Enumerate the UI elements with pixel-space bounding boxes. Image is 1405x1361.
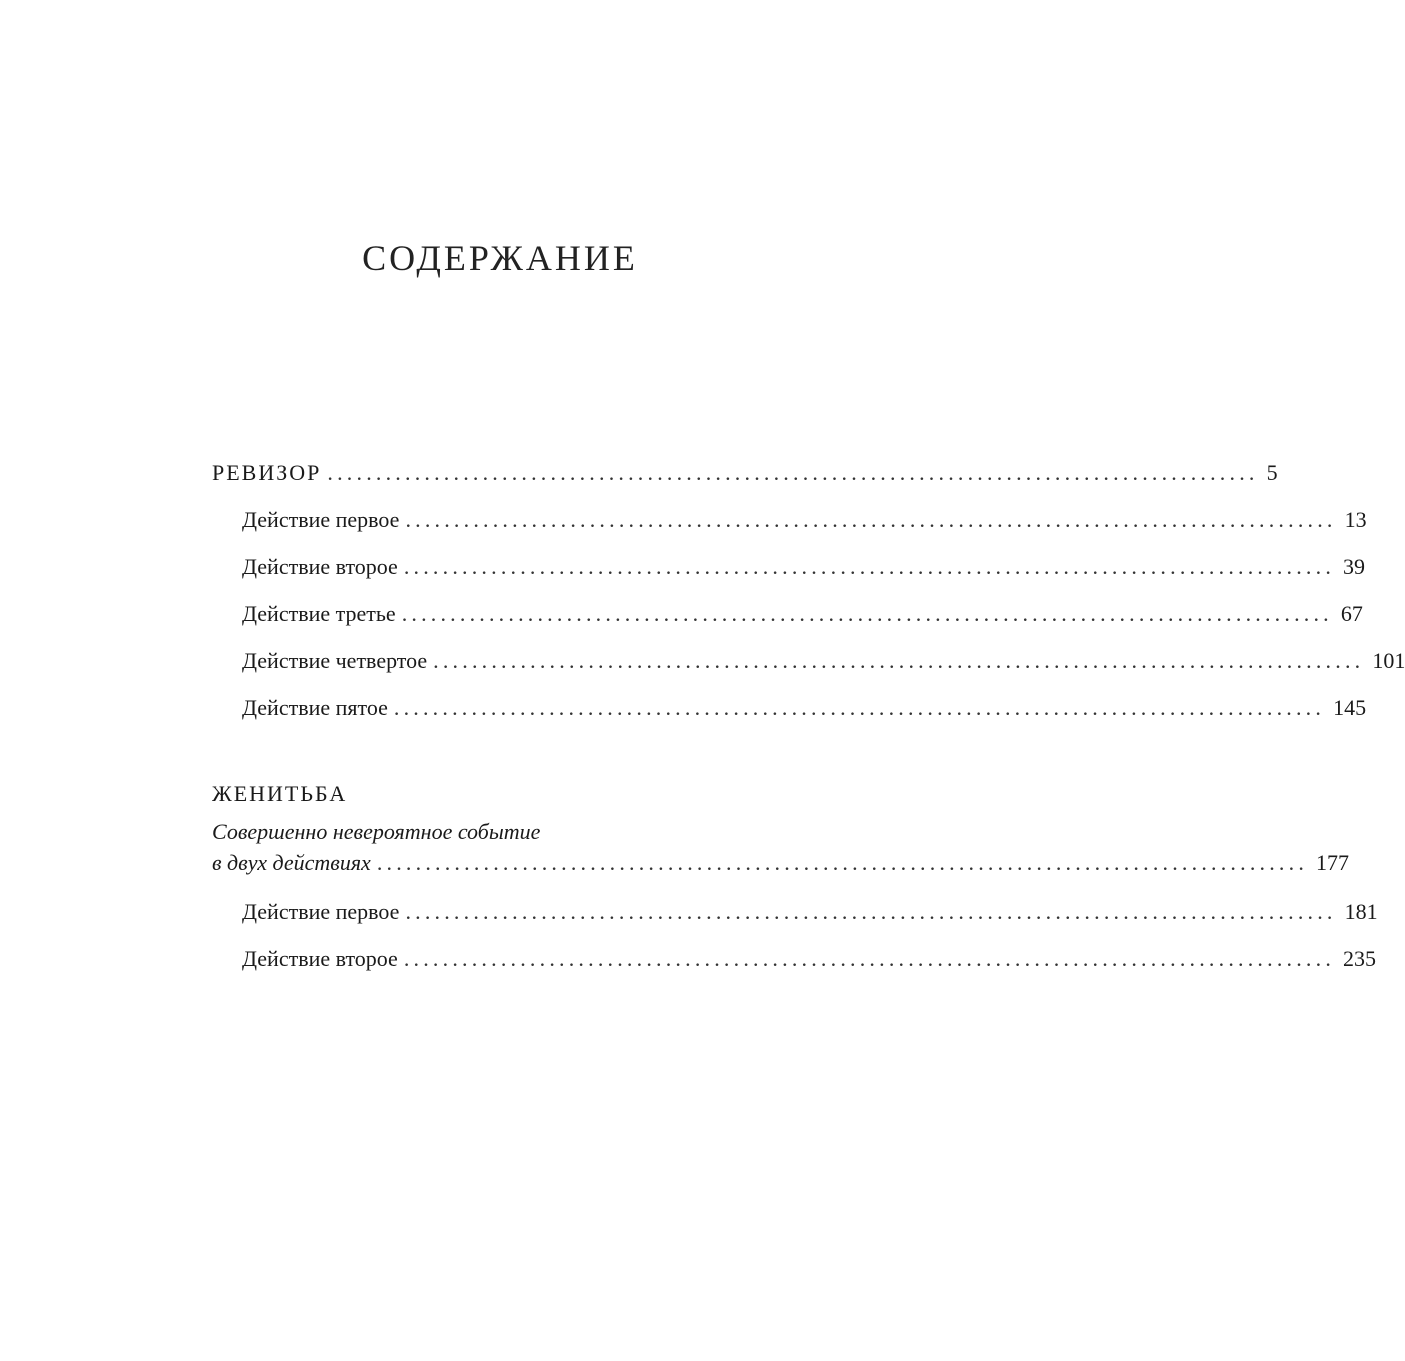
toc-entry-title: Действие первое (242, 899, 400, 924)
dot-leader: ................................................................................................ (403, 946, 1336, 971)
toc-entry-title: Действие четвертое (242, 648, 428, 673)
toc-entry-revizor-act-1[interactable] (242, 503, 1367, 537)
toc-entry-title: РЕВИЗОР (212, 460, 322, 485)
page-title: СОДЕРЖАНИЕ (362, 238, 638, 278)
toc-entry-title: Действие пятое (242, 695, 388, 720)
toc-page-number: 181 (1344, 899, 1378, 924)
toc-entry-revizor[interactable] (212, 456, 1278, 490)
toc-entry-zhenitba-act-1[interactable] (242, 895, 1378, 929)
toc-entry-revizor-act-4[interactable] (242, 644, 1405, 678)
dot-leader: ................................................................................................ (393, 695, 1326, 720)
toc-entry-zhenitba[interactable] (212, 846, 1350, 880)
toc-page-number: 177 (1316, 850, 1350, 875)
toc-page-number: 39 (1343, 554, 1366, 579)
toc-page-number: 13 (1344, 507, 1367, 532)
toc-entry-title: в двух действиях (212, 850, 371, 875)
toc-entry-title: Действие первое (242, 507, 400, 532)
toc-entry-revizor-act-2[interactable] (242, 550, 1366, 584)
toc-page-number: 67 (1340, 601, 1363, 626)
toc-section-title-zhenitba: ЖЕНИТЬБА (212, 781, 348, 806)
toc-entry-title: Действие второе (242, 946, 398, 971)
toc-entry-title: Действие третье (242, 601, 396, 626)
dot-leader: ................................................................................................ (401, 601, 1333, 626)
dot-leader: ................................................................................................ (403, 554, 1336, 579)
toc-page-number: 101 (1372, 648, 1405, 673)
dot-leader: ................................................................................................ (433, 648, 1365, 673)
toc-section-subtitle: Совершенно невероятное событие (212, 819, 541, 844)
toc-entry-zhenitba-act-2[interactable] (242, 942, 1377, 976)
toc-entry-title: Действие второе (242, 554, 398, 579)
toc-page-number: 235 (1343, 946, 1377, 971)
dot-leader: ................................................................................................ (405, 899, 1337, 924)
toc-entry-revizor-act-5[interactable] (242, 691, 1367, 725)
toc-page-number: 5 (1266, 460, 1278, 485)
toc-page-number: 145 (1333, 695, 1367, 720)
dot-leader: ................................................................................................ (405, 507, 1337, 532)
toc-entry-revizor-act-3[interactable] (242, 597, 1363, 631)
dot-leader: ................................................................................................ (327, 460, 1259, 485)
dot-leader: ................................................................................................ (376, 850, 1309, 875)
